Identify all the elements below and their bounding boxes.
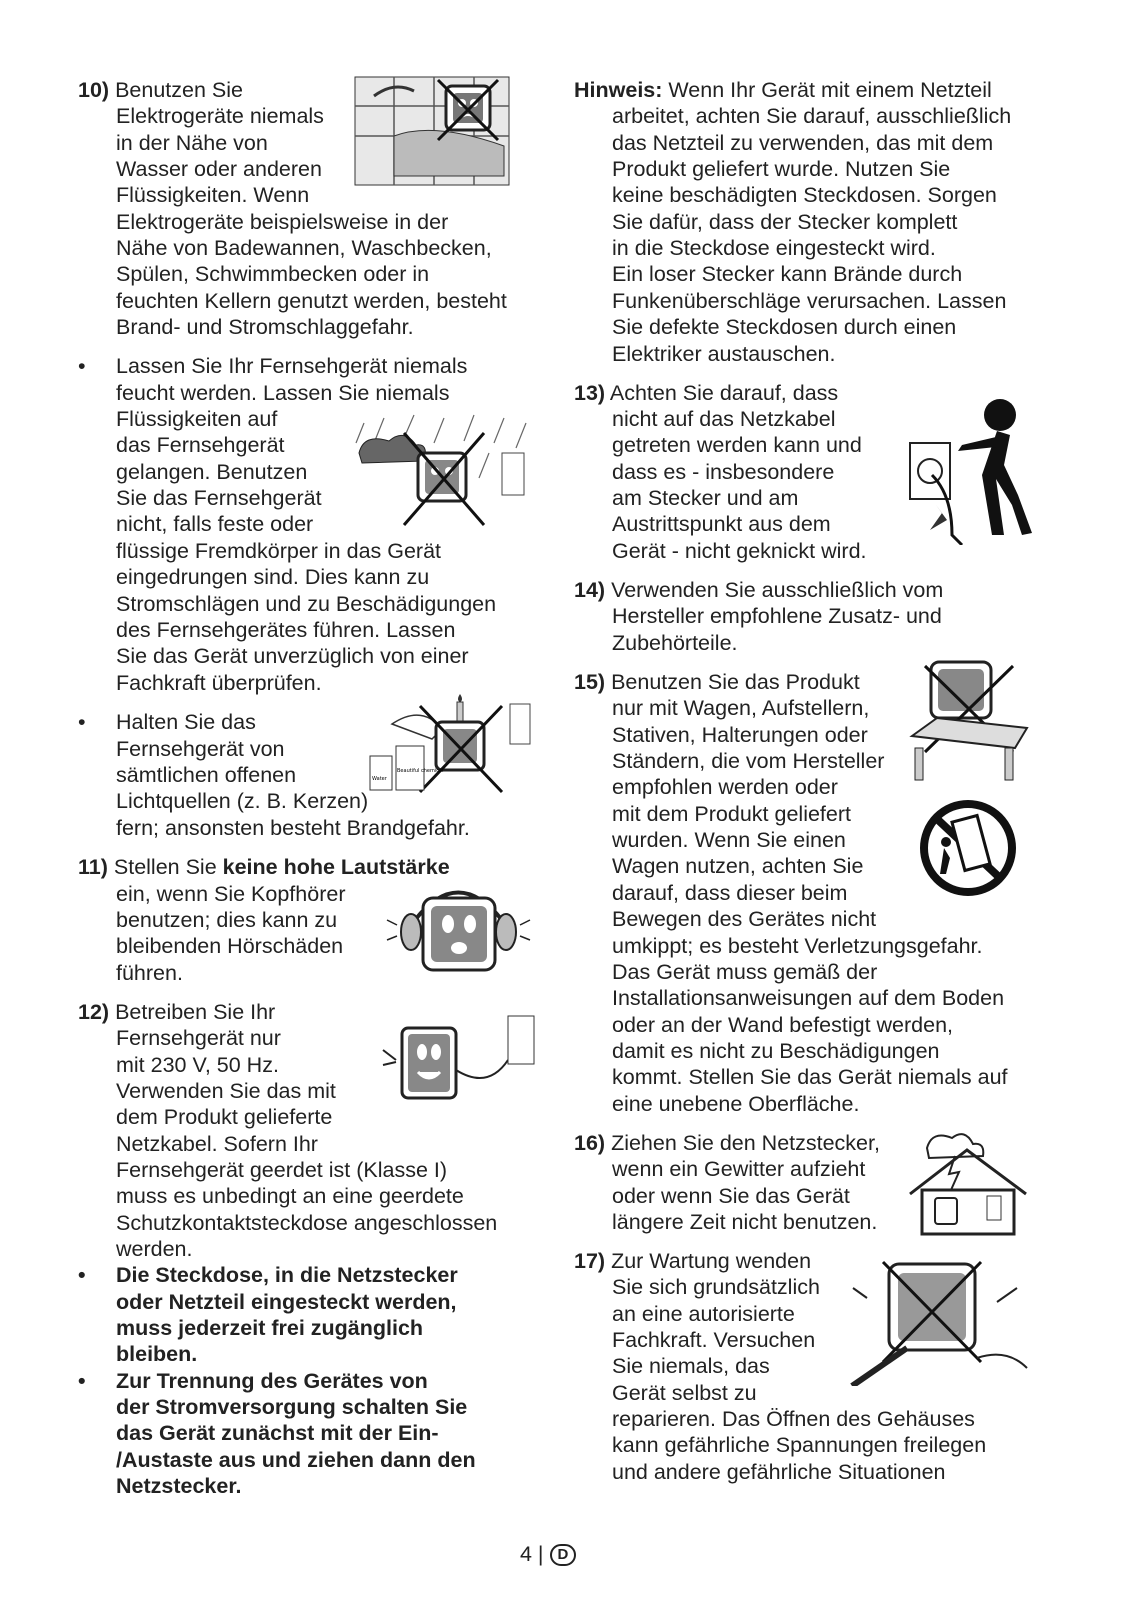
left-text-line bbox=[116, 1289, 457, 1316]
line-text: Sie defekte Steckdosen durch einen bbox=[612, 315, 957, 339]
bullet-marker: • bbox=[78, 1369, 86, 1393]
line-text: kommt. Stellen Sie das Gerät niemals auf bbox=[612, 1065, 1008, 1089]
right-text-line bbox=[612, 774, 838, 801]
left-text-line bbox=[116, 907, 337, 934]
left-text-line bbox=[116, 1210, 497, 1237]
line-text: Nähe von Badewannen, Waschbecken, bbox=[116, 236, 492, 260]
page-footer bbox=[520, 1541, 576, 1567]
line-text: Fachkraft überprüfen. bbox=[116, 671, 322, 695]
line-text: Verwenden Sie ausschließlich vom bbox=[611, 578, 944, 602]
left-text-line bbox=[116, 1394, 467, 1421]
right-text-line bbox=[612, 341, 835, 368]
line-text: Betreiben Sie Ihr bbox=[115, 1000, 276, 1024]
line-text: Sie dafür, dass der Stecker komplett bbox=[612, 210, 958, 234]
item-number: 10) bbox=[78, 78, 110, 102]
line-text: oder wenn Sie das Gerät bbox=[612, 1184, 850, 1208]
line-text: bleiben. bbox=[116, 1342, 198, 1366]
left-text-line bbox=[116, 591, 496, 618]
cart-tip-warning-icon bbox=[914, 800, 1022, 896]
right-text-line bbox=[612, 406, 836, 433]
line-text: Sie niemals, das bbox=[612, 1354, 770, 1378]
right-text-line bbox=[612, 1209, 877, 1236]
line-text: Fernsehgerät von bbox=[116, 737, 285, 761]
cable-trip-illustration bbox=[892, 395, 1032, 545]
left-text-line bbox=[116, 459, 307, 486]
left-text-line bbox=[116, 130, 268, 157]
left-text-line bbox=[116, 617, 455, 644]
right-text-line bbox=[612, 603, 942, 630]
line-text: Stativen, Halterungen oder bbox=[612, 723, 868, 747]
right-text-line bbox=[612, 1012, 953, 1039]
left-text-line bbox=[116, 406, 277, 433]
line-text: Fernsehgerät nur bbox=[116, 1026, 281, 1050]
line-text: Verwenden Sie das mit bbox=[116, 1079, 336, 1103]
line-text: Installationsanweisungen auf dem Boden bbox=[612, 986, 1005, 1010]
left-text-line bbox=[116, 670, 322, 697]
line-text: Sie das Gerät unverzüglich von einer bbox=[116, 644, 469, 668]
line-text: führen. bbox=[116, 961, 183, 985]
bullet-marker: • bbox=[78, 1263, 86, 1287]
line-text: Austrittspunkt aus dem bbox=[612, 512, 831, 536]
left-text-line bbox=[116, 314, 414, 341]
line-text: Sie das Fernsehgerät bbox=[116, 486, 322, 510]
left-text-line bbox=[116, 538, 441, 565]
line-text: Stromschlägen und zu Beschädigungen bbox=[116, 592, 497, 616]
line-text: Ständern, die vom Hersteller bbox=[612, 749, 885, 773]
line-text: Elektrogeräte niemals bbox=[116, 104, 324, 128]
left-text-line bbox=[116, 1183, 464, 1210]
left-text-line bbox=[116, 511, 313, 538]
line-text: Das Gerät muss gemäß der bbox=[612, 960, 878, 984]
line-text: Lassen Sie Ihr Fernsehgerät niemals bbox=[116, 354, 468, 378]
line-text: und andere gefährliche Situationen bbox=[612, 1460, 946, 1484]
line-text: gelangen. Benutzen bbox=[116, 460, 308, 484]
line-text: Wasser oder anderen bbox=[116, 157, 322, 181]
right-text-line bbox=[612, 485, 798, 512]
right-text-line bbox=[574, 669, 860, 696]
left-text-line bbox=[116, 182, 309, 209]
left-text-line bbox=[116, 1157, 447, 1184]
bottle-label-water: Water bbox=[372, 776, 387, 782]
line-text: in der Nähe von bbox=[116, 131, 268, 155]
line-text: benutzen; dies kann zu bbox=[116, 908, 338, 932]
left-text-line bbox=[116, 1104, 332, 1131]
left-text-line bbox=[116, 288, 507, 315]
right-text-line bbox=[612, 1406, 975, 1433]
line-text: nicht, falls feste oder bbox=[116, 512, 314, 536]
left-text-line bbox=[116, 933, 343, 960]
line-text: an eine autorisierte bbox=[612, 1302, 795, 1326]
right-text-line bbox=[612, 209, 957, 236]
line-text: Wenn Ihr Gerät mit einem Netzteil bbox=[668, 78, 992, 102]
item-number: 17) bbox=[574, 1249, 606, 1273]
candle-warning-illustration bbox=[362, 694, 532, 796]
line-text: darauf, dass dieser beim bbox=[612, 881, 848, 905]
item-number: 12) bbox=[78, 1000, 110, 1024]
left-text-line bbox=[116, 235, 492, 262]
line-text: Lichtquellen (z. B. Kerzen) bbox=[116, 789, 369, 813]
line-text: eingedrungen sind. Dies kann zu bbox=[116, 565, 430, 589]
left-text-line bbox=[116, 881, 345, 908]
right-text-line bbox=[612, 985, 1004, 1012]
thunderstorm-house-illustration bbox=[907, 1128, 1029, 1236]
line-text: arbeitet, achten Sie darauf, ausschließlich bbox=[612, 104, 1012, 128]
right-text-line bbox=[612, 959, 877, 986]
line-text: umkippt; es besteht Verletzungsgefahr. bbox=[612, 934, 983, 958]
line-text: Benutzen Sie das Produkt bbox=[611, 670, 860, 694]
right-text-line bbox=[574, 577, 943, 604]
line-text: Spülen, Schwimmbecken oder in bbox=[116, 262, 430, 286]
right-text-line bbox=[612, 1459, 946, 1486]
line-text: reparieren. Das Öffnen des Gehäuses bbox=[612, 1407, 975, 1431]
line-text: nicht auf das Netzkabel bbox=[612, 407, 836, 431]
line-text: oder an der Wand befestigt werden, bbox=[612, 1013, 954, 1037]
line-text: flüssige Fremdkörper in das Gerät bbox=[116, 539, 442, 563]
right-text-line bbox=[612, 538, 867, 565]
left-text-line bbox=[116, 643, 469, 670]
line-text: dass es - insbesondere bbox=[612, 460, 835, 484]
right-text-line bbox=[612, 511, 831, 538]
line-text: nur mit Wagen, Aufstellern, bbox=[612, 696, 870, 720]
right-text-line bbox=[612, 288, 1006, 315]
line-text: oder Netzteil eingesteckt werden, bbox=[116, 1290, 457, 1314]
line-text: Elektriker austauschen. bbox=[612, 342, 836, 366]
emphasis-text: keine hohe Lautstärke bbox=[222, 855, 450, 879]
line-text: getreten werden kann und bbox=[612, 433, 862, 457]
left-text-line bbox=[116, 432, 285, 459]
right-text-line bbox=[574, 1130, 880, 1157]
line-text: Zur Trennung des Gerätes von bbox=[116, 1369, 428, 1393]
right-text-line bbox=[612, 1156, 865, 1183]
right-text-line bbox=[612, 432, 862, 459]
line-text: Zubehörteile. bbox=[612, 631, 738, 655]
line-text: kann gefährliche Spannungen freilegen bbox=[612, 1433, 987, 1457]
left-text-line bbox=[116, 815, 470, 842]
page-number: 4 | bbox=[520, 1542, 544, 1566]
bullet-marker: • bbox=[78, 354, 86, 378]
line-text: Fachkraft. Versuchen bbox=[612, 1328, 816, 1352]
line-text: Wagen nutzen, achten Sie bbox=[612, 854, 864, 878]
right-text-line bbox=[612, 880, 847, 907]
line-text: Elektrogeräte beispielsweise in der bbox=[116, 210, 449, 234]
line-text: fern; ansonsten besteht Brandgefahr. bbox=[116, 816, 470, 840]
right-text-line bbox=[612, 827, 846, 854]
right-text-line bbox=[612, 314, 956, 341]
line-text: dem Produkt gelieferte bbox=[116, 1105, 333, 1129]
line-text: mit dem Produkt geliefert bbox=[612, 802, 851, 826]
line-text: Produkt geliefert wurde. Nutzen Sie bbox=[612, 157, 951, 181]
line-text: Sie sich grundsätzlich bbox=[612, 1275, 820, 1299]
line-text: Bewegen des Gerätes nicht bbox=[612, 907, 877, 931]
left-text-line bbox=[116, 1131, 318, 1158]
right-text-line bbox=[612, 1353, 770, 1380]
line-text: Flüssigkeiten auf bbox=[116, 407, 278, 431]
line-text: Ein loser Stecker kann Brände durch bbox=[612, 262, 963, 286]
right-text-line bbox=[612, 235, 936, 262]
water-warning-illustration bbox=[354, 76, 510, 186]
line-text: Zur Wartung wenden bbox=[611, 1249, 812, 1273]
left-text-line bbox=[116, 1052, 279, 1079]
left-text-line bbox=[78, 1368, 428, 1395]
line-text: Flüssigkeiten. Wenn bbox=[116, 183, 310, 207]
right-text-line bbox=[612, 459, 834, 486]
left-text-line bbox=[116, 736, 285, 763]
right-text-line bbox=[612, 1301, 795, 1328]
line-text: eine unebene Oberfläche. bbox=[612, 1092, 860, 1116]
left-text-line bbox=[78, 1262, 458, 1289]
left-text-line bbox=[116, 1447, 476, 1474]
line-text: das Fernsehgerät bbox=[116, 433, 285, 457]
line-text: Funkenüberschläge verursachen. Lassen bbox=[612, 289, 1007, 313]
left-text-line bbox=[116, 1025, 281, 1052]
right-text-line bbox=[612, 1038, 940, 1065]
right-text-line bbox=[574, 380, 838, 407]
line-text: keine beschädigten Steckdosen. Sorgen bbox=[612, 183, 997, 207]
line-text: Brand- und Stromschlaggefahr. bbox=[116, 315, 414, 339]
line-text: Achten Sie darauf, dass bbox=[609, 381, 839, 405]
right-text-line bbox=[612, 1327, 815, 1354]
right-text-line bbox=[612, 853, 863, 880]
left-text-line bbox=[116, 1078, 336, 1105]
line-text: in die Steckdose eingesteckt wird. bbox=[612, 236, 936, 260]
line-text: muss jederzeit frei zugänglich bbox=[116, 1316, 424, 1340]
left-text-line bbox=[116, 960, 183, 987]
rain-warning-illustration bbox=[354, 413, 532, 528]
right-text-line bbox=[612, 630, 738, 657]
bottle-label-chemical: Beautiful chemical bbox=[397, 768, 444, 774]
line-text: am Stecker und am bbox=[612, 486, 799, 510]
line-text: des Fernsehgerätes führen. Lassen bbox=[116, 618, 456, 642]
headphones-illustration bbox=[385, 870, 532, 992]
line-text: muss es unbedingt an eine geerdete bbox=[116, 1184, 464, 1208]
right-text-line bbox=[612, 1183, 850, 1210]
left-text-line bbox=[116, 485, 322, 512]
left-text-line bbox=[116, 156, 322, 183]
power-plug-illustration bbox=[378, 1010, 536, 1122]
right-text-line bbox=[612, 1064, 1008, 1091]
left-text-line bbox=[116, 1420, 439, 1447]
left-text-line bbox=[116, 209, 448, 236]
line-text: Gerät selbst zu bbox=[612, 1381, 757, 1405]
line-text: Netzstecker. bbox=[116, 1474, 242, 1498]
right-text-line bbox=[574, 1248, 811, 1275]
line-text: Netzkabel. Sofern Ihr bbox=[116, 1132, 318, 1156]
right-text-line bbox=[612, 933, 983, 960]
line-text: wurden. Wenn Sie einen bbox=[612, 828, 846, 852]
right-text-line bbox=[612, 130, 993, 157]
language-badge: D bbox=[550, 1544, 577, 1566]
line-text: längere Zeit nicht benutzen. bbox=[612, 1210, 878, 1234]
line-text: Die Steckdose, in die Netzstecker bbox=[116, 1263, 458, 1287]
line-text: sämtlichen offenen bbox=[116, 763, 297, 787]
left-text-line bbox=[116, 788, 368, 815]
right-text-line bbox=[612, 261, 962, 288]
line-text: das Netzteil zu verwenden, das mit dem bbox=[612, 131, 994, 155]
right-text-line bbox=[612, 182, 997, 209]
line-text: Halten Sie das bbox=[116, 710, 256, 734]
bullet-marker: • bbox=[78, 710, 86, 734]
line-text: ein, wenn Sie Kopfhörer bbox=[116, 882, 346, 906]
left-text-line bbox=[78, 77, 243, 104]
right-text-line bbox=[612, 1274, 820, 1301]
line-text: feuchten Kellern genutzt werden, besteht bbox=[116, 289, 507, 313]
left-text-line bbox=[116, 1473, 242, 1500]
left-text-line bbox=[116, 103, 324, 130]
line-text: werden. bbox=[116, 1237, 193, 1261]
item-number: Hinweis: bbox=[574, 78, 663, 102]
line-text: Benutzen Sie bbox=[115, 78, 243, 102]
right-text-line bbox=[612, 1380, 757, 1407]
left-text-line bbox=[78, 353, 468, 380]
line-text: bleibenden Hörschäden bbox=[116, 934, 344, 958]
right-text-line bbox=[612, 1432, 986, 1459]
right-text-line bbox=[612, 722, 868, 749]
unstable-table-illustration bbox=[907, 656, 1030, 784]
line-text: feucht werden. Lassen Sie niemals bbox=[116, 381, 450, 405]
left-text-line bbox=[116, 380, 449, 407]
item-number: 14) bbox=[574, 578, 606, 602]
right-text-line bbox=[612, 1091, 859, 1118]
right-text-line bbox=[612, 156, 950, 183]
left-text-line bbox=[116, 564, 429, 591]
left-text-line bbox=[116, 762, 296, 789]
right-text-line bbox=[612, 748, 884, 775]
right-text-line bbox=[612, 695, 869, 722]
line-text: Fernsehgerät geerdet ist (Klasse I) bbox=[116, 1158, 448, 1182]
line-text: empfohlen werden oder bbox=[612, 775, 838, 799]
line-text: Gerät - nicht geknickt wird. bbox=[612, 539, 867, 563]
right-text-line bbox=[612, 103, 1011, 130]
right-text-line bbox=[612, 906, 876, 933]
line-text: der Stromversorgung schalten Sie bbox=[116, 1395, 468, 1419]
line-text: mit 230 V, 50 Hz. bbox=[116, 1053, 279, 1077]
left-text-line bbox=[116, 261, 429, 288]
item-number: 15) bbox=[574, 670, 606, 694]
item-number: 16) bbox=[574, 1131, 606, 1155]
item-number: 13) bbox=[574, 381, 606, 405]
line-text: das Gerät zunächst mit der Ein- bbox=[116, 1421, 439, 1445]
left-text-line bbox=[116, 1341, 197, 1368]
right-text-line bbox=[612, 801, 851, 828]
repair-warning-illustration bbox=[847, 1258, 1031, 1386]
line-text: damit es nicht zu Beschädigungen bbox=[612, 1039, 940, 1063]
left-text-line bbox=[116, 1236, 193, 1263]
left-text-line bbox=[78, 999, 275, 1026]
line-text: wenn ein Gewitter aufzieht bbox=[612, 1157, 866, 1181]
right-text-line bbox=[574, 77, 992, 104]
line-text: Ziehen Sie den Netzstecker, bbox=[611, 1131, 880, 1155]
line-text: /Austaste aus und ziehen dann den bbox=[116, 1448, 476, 1472]
left-text-line bbox=[116, 1315, 423, 1342]
line-text: Stellen Sie bbox=[113, 855, 223, 879]
line-text: Hersteller empfohlene Zusatz- und bbox=[612, 604, 942, 628]
left-text-line bbox=[78, 709, 256, 736]
line-text: Schutzkontaktsteckdose angeschlossen bbox=[116, 1211, 498, 1235]
item-number: 11) bbox=[78, 855, 108, 879]
